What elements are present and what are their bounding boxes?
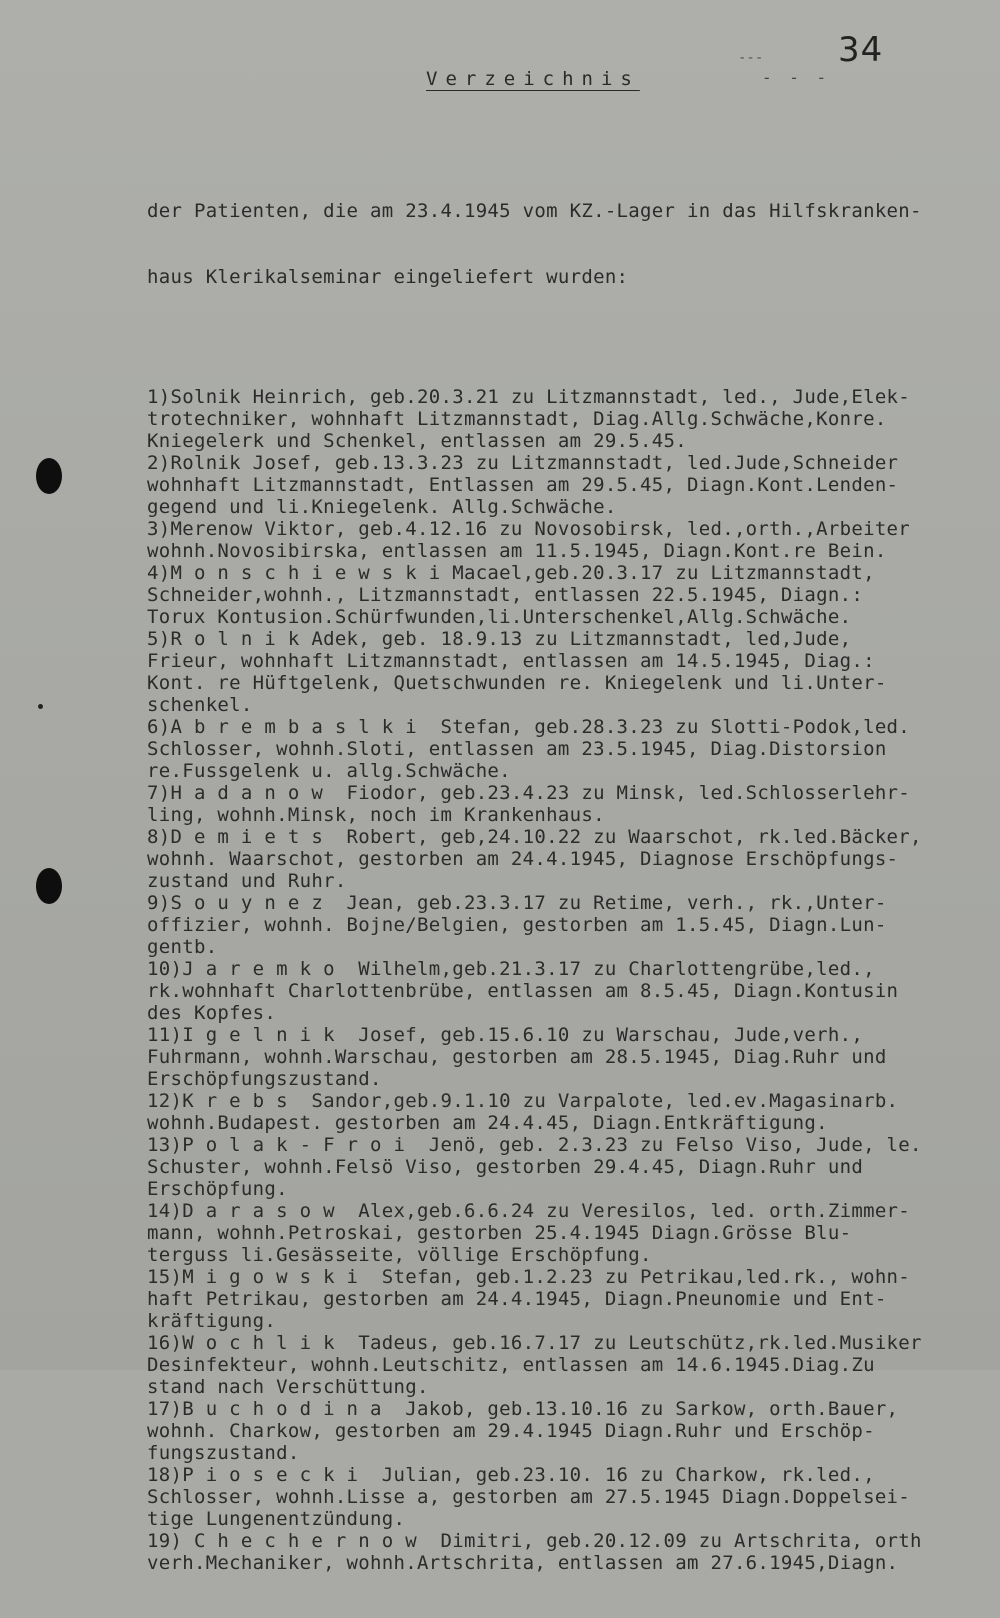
patient-entry-line: 6)A b r e m b a s l k i Stefan, geb.28.3.23 zu Slotti-Podok,led. xyxy=(147,716,911,738)
patient-entry-line: 3)Merenow Viktor, geb.4.12.16 zu Novosobirsk, led.,orth.,Arbeiter xyxy=(147,518,911,540)
patient-entry-line: re.Fussgelenk u. allg.Schwäche. xyxy=(147,760,511,782)
patient-entry-line: 10)J a r e m k o Wilhelm,geb.21.3.17 zu Charlottengrübe,led., xyxy=(147,958,875,980)
punch-hole-upper xyxy=(36,458,62,494)
patient-entry-line: Frieur, wohnhaft Litzmannstadt, entlassen am 14.5.1945, Diag.: xyxy=(147,650,875,672)
patient-entry-line: Torux Kontusion.Schürfwunden,li.Unterschenkel,Allg.Schwäche. xyxy=(147,606,852,628)
patient-entry xyxy=(147,562,997,628)
patient-entry-line: wohnh. Charkow, gestorben am 29.4.1945 Diagn.Ruhr und Erschöp- xyxy=(147,1420,875,1442)
patient-entry-line: schenkel. xyxy=(147,694,253,716)
patient-entry-line: gentb. xyxy=(147,936,218,958)
patient-entry-line: Schlosser, wohnh.Lisse a, gestorben am 27.5.1945 Diagn.Doppelsei- xyxy=(147,1486,911,1508)
intro-paragraph xyxy=(147,156,997,332)
patient-entry-line: Erschöpfungszustand. xyxy=(147,1068,382,1090)
patient-entry-line: 19) C h e c h e r n o w Dimitri, geb.20.12.09 zu Artschrita, orth xyxy=(147,1530,922,1552)
intro-line: der Patienten, die am 23.4.1945 vom KZ.-Lager in das Hilfskranken- xyxy=(147,200,922,222)
patient-entry-line: Kniegelerk und Schenkel, entlassen am 29.5.45. xyxy=(147,430,687,452)
patient-entry-line: Desinfekteur, wohnh.Leutschitz, entlassen am 14.6.1945.Diag.Zu xyxy=(147,1354,875,1376)
patient-entry-line: 12)K r e b s Sandor,geb.9.1.10 zu Varpalote, led.ev.Magasinarb. xyxy=(147,1090,899,1112)
patient-entry-line: gegend und li.Kniegelenk. Allg.Schwäche. xyxy=(147,496,617,518)
patient-entry xyxy=(147,386,997,452)
patient-entry-line: 17)B u c h o d i n a Jakob, geb.13.10.16 zu Sarkow, orth.Bauer, xyxy=(147,1398,899,1420)
patient-entry xyxy=(147,1530,997,1574)
patient-entry-line: Schuster, wohnh.Felsö Viso, gestorben 29.4.45, Diagn.Ruhr und xyxy=(147,1156,864,1178)
patient-entry-line: 15)M i g o w s k i Stefan, geb.1.2.23 zu Petrikau,led.rk., wohn- xyxy=(147,1266,911,1288)
patient-entry-line: tige Lungenentzündung. xyxy=(147,1508,406,1530)
patient-entry-line: Fuhrmann, wohnh.Warschau, gestorben am 28.5.1945, Diag.Ruhr und xyxy=(147,1046,887,1068)
patient-entry-line: Schlosser, wohnh.Sloti, entlassen am 23.5.1945, Diag.Distorsion xyxy=(147,738,887,760)
patient-entry-line: 9)S o u y n e z Jean, geb.23.3.17 zu Retime, verh., rk.,Unter- xyxy=(147,892,887,914)
patient-entry-line: wohnh.Budapest. gestorben am 24.4.45, Diagn.Entkräftigung. xyxy=(147,1112,828,1134)
patient-entry xyxy=(147,1398,997,1464)
patient-entry-line: 1)Solnik Heinrich, geb.20.3.21 zu Litzmannstadt, led., Jude,Elek- xyxy=(147,386,911,408)
patient-entry xyxy=(147,1332,997,1398)
ink-dot xyxy=(38,704,43,709)
patient-entry xyxy=(147,1200,997,1266)
patient-entry-line: Erschöpfung. xyxy=(147,1178,288,1200)
pencil-mark: --- xyxy=(738,50,764,66)
patient-entry xyxy=(147,518,997,562)
patient-entry xyxy=(147,782,997,826)
patient-entry-line: Kont. re Hüftgelenk, Quetschwunden re. Kniegelenk und li.Unter- xyxy=(147,672,887,694)
patient-entry-line: 5)R o l n i k Adek, geb. 18.9.13 zu Litzmannstadt, led,Jude, xyxy=(147,628,852,650)
patient-entry xyxy=(147,1464,997,1530)
patient-entry-line: mann, wohnh.Petroskai, gestorben 25.4.1945 Diagn.Grösse Blu- xyxy=(147,1222,852,1244)
patient-entry-line: wohnh. Waarschot, gestorben am 24.4.1945, Diagnose Erschöpfungs- xyxy=(147,848,899,870)
patient-entry-line: 11)I g e l n i k Josef, geb.15.6.10 zu Warschau, Jude,verh., xyxy=(147,1024,864,1046)
page-number: 34 xyxy=(838,30,884,70)
patient-entry-line: stand nach Verschüttung. xyxy=(147,1376,429,1398)
patient-entry-line: 7)H a d a n o w Fiodor, geb.23.4.23 zu Minsk, led.Schlosserlehr- xyxy=(147,782,911,804)
patient-entry-line: zustand und Ruhr. xyxy=(147,870,347,892)
punch-hole-lower xyxy=(36,868,62,904)
patient-entry xyxy=(147,1266,997,1332)
intro-line: haus Klerikalseminar eingeliefert wurden: xyxy=(147,266,629,288)
patient-entry-line: rk.wohnhaft Charlottenbrübe, entlassen am 8.5.45, Diagn.Kontusin xyxy=(147,980,899,1002)
patient-entry-line: wohnhaft Litzmannstadt, Entlassen am 29.5.45, Diagn.Kont.Lenden- xyxy=(147,474,899,496)
patient-entry-line: des Kopfes. xyxy=(147,1002,277,1024)
patient-entry-line: Schneider,wohnh., Litzmannstadt, entlassen 22.5.1945, Diagn.: xyxy=(147,584,864,606)
title-trailing-dashes: - - - xyxy=(762,68,831,87)
patient-entry xyxy=(147,716,997,782)
patient-entry xyxy=(147,826,997,892)
patient-list xyxy=(147,112,997,1618)
patient-entry xyxy=(147,452,997,518)
patient-entry-line: haft Petrikau, gestorben am 24.4.1945, Diagn.Pneunomie und Ent- xyxy=(147,1288,887,1310)
patient-entries xyxy=(147,386,997,1574)
patient-entry-line: fungszustand. xyxy=(147,1442,300,1464)
patient-entry xyxy=(147,1090,997,1134)
patient-entry-line: wohnh.Novosibirska, entlassen am 11.5.1945, Diagn.Kont.re Bein. xyxy=(147,540,887,562)
document-title: Verzeichnis xyxy=(426,68,640,90)
patient-entry-line: kräftigung. xyxy=(147,1310,277,1332)
patient-entry xyxy=(147,892,997,958)
patient-entry-line: 4)M o n s c h i e w s k i Macael,geb.20.3.17 zu Litzmannstadt, xyxy=(147,562,875,584)
patient-entry-line: terguss li.Gesässeite, völlige Erschöpfung. xyxy=(147,1244,652,1266)
patient-entry xyxy=(147,628,997,716)
patient-entry-line: verh.Mechaniker, wohnh.Artschrita, entlassen am 27.6.1945,Diagn. xyxy=(147,1552,899,1574)
patient-entry xyxy=(147,958,997,1024)
patient-entry-line: 8)D e m i e t s Robert, geb,24.10.22 zu Waarschot, rk.led.Bäcker, xyxy=(147,826,922,848)
patient-entry-line: 14)D a r a s o w Alex,geb.6.6.24 zu Veresilos, led. orth.Zimmer- xyxy=(147,1200,911,1222)
patient-entry xyxy=(147,1134,997,1200)
patient-entry xyxy=(147,1024,997,1090)
patient-entry-line: 18)P i o s e c k i Julian, geb.23.10. 16 zu Charkow, rk.led., xyxy=(147,1464,875,1486)
patient-entry-line: offizier, wohnh. Bojne/Belgien, gestorben am 1.5.45, Diagn.Lun- xyxy=(147,914,887,936)
patient-entry-line: trotechniker, wohnhaft Litzmannstadt, Diag.Allg.Schwäche,Konre. xyxy=(147,408,887,430)
patient-entry-line: ling, wohnh.Minsk, noch im Krankenhaus. xyxy=(147,804,605,826)
patient-entry-line: 16)W o c h l i k Tadeus, geb.16.7.17 zu Leutschütz,rk.led.Musiker xyxy=(147,1332,922,1354)
patient-entry-line: 13)P o l a k - F r o i Jenö, geb. 2.3.23 zu Felso Viso, Jude, le. xyxy=(147,1134,922,1156)
patient-entry-line: 2)Rolnik Josef, geb.13.3.23 zu Litzmannstadt, led.Jude,Schneider xyxy=(147,452,899,474)
